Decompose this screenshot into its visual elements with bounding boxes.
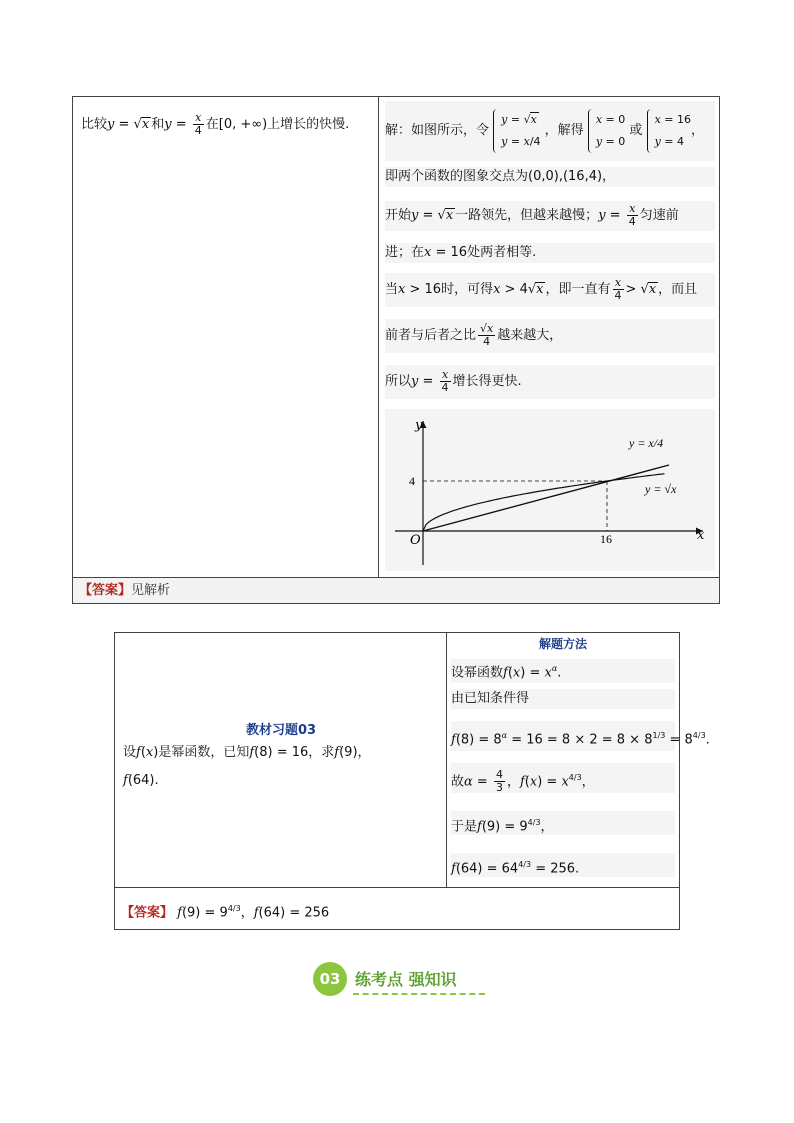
line-y-eq-x-over-4 (423, 465, 669, 531)
problem1-question-cell (73, 97, 379, 577)
section-title: 练考点 强知识 (355, 970, 457, 989)
method-line-4: 故α = $\frac{4}{3}$ ，$f(x) = x^{4/3}$， (451, 763, 675, 793)
graph-svg (385, 409, 715, 571)
solution-line-6: 前者与后者之比 $\frac{√x}{4}$ 越来越大， (385, 319, 715, 353)
method-title: 解题方法 (538, 637, 587, 651)
origin-label: O (410, 533, 421, 548)
solution-line-5: 当x > 16时，可得x > 4√x ，即一直有 $\frac{x}{4}$ > √x ，而且 (385, 273, 715, 307)
solution-line-1: 解：如图所示，令 y = √x y = x/4 ，解得 x = 0 y = 0 或 x = 16 y = 4 ， (385, 101, 715, 161)
problem1-answer: 【答案】见解析 (73, 577, 719, 603)
tick-label-4: 4 (409, 474, 415, 488)
problem1-table (72, 96, 720, 604)
problem1-solution-cell (379, 97, 719, 577)
label-sqrt: y = √x (645, 482, 677, 496)
y-axis-label: y (415, 418, 423, 433)
section-underline (353, 993, 485, 995)
method-line-6: $f(64) = 64^{4/3} = 256$. (451, 853, 675, 877)
section-heading (313, 962, 488, 996)
method-line-2: 由已知条件得 (451, 689, 675, 709)
exercise-title: 教材习题03 (245, 723, 317, 738)
exercise-question: 设f(x)是幂函数，已知f(8) = 16，求f(9)， f(64). (123, 745, 371, 788)
curve-y-eq-sqrt-x (423, 474, 665, 531)
tick-label-16: 16 (600, 532, 612, 546)
problem2-answer: 【答案】 $f(9) = 9^{4/3}$，f(64) = 256 (115, 887, 679, 929)
solution-line-4: 进；在x = 16处两者相等. (385, 243, 715, 263)
problem2-table (114, 632, 710, 930)
problem2-method-cell (447, 633, 710, 887)
function-graph (385, 409, 715, 571)
solution-line-7: 所以y = $\frac{x}{4}$ 增长得更快. (385, 365, 715, 399)
problem2-question-cell (115, 633, 447, 887)
method-line-1: 设幂函数$f(x) = x^\alpha$. (451, 659, 675, 683)
problem1-question: 比较y = √x 和y = $\frac{x}{4}$ 在[0, +∞)上增长的快慢. (81, 111, 350, 137)
method-line-5: 于是$f(9) = 9^{4/3}$， (451, 811, 675, 835)
section-badge: 03 (313, 962, 347, 996)
method-line-3: $f(8) = 8^\alpha = 16 = 8 \times 2 = 8 \times 8^{1/3} = 8^{4/3}$. (451, 721, 675, 751)
label-line: y = x/4 (629, 436, 664, 450)
solution-line-3: 开始y = √x 一路领先，但越来越慢；y = $\frac{x}{4}$ 匀速前 (385, 201, 715, 231)
solution-line-2: 即两个函数的图象交点为(0,0),(16,4)， (385, 167, 715, 187)
x-axis-label: x (697, 528, 705, 543)
